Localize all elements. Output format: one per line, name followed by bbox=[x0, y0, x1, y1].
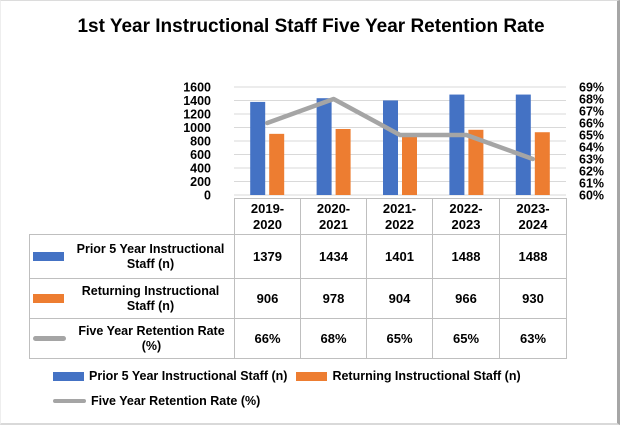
category-label: 2021-2022 bbox=[367, 199, 433, 235]
row-label-cell bbox=[30, 235, 235, 279]
retention-rate-line bbox=[267, 99, 533, 159]
value-cell: 1379 bbox=[235, 235, 301, 279]
legend-item bbox=[296, 369, 520, 383]
bar-swatch-icon bbox=[53, 372, 84, 381]
row-label bbox=[33, 284, 232, 314]
left-axis-tick-label: 1400 bbox=[183, 94, 211, 108]
left-axis-tick-label: 600 bbox=[190, 148, 211, 162]
right-axis-tick-label: 66% bbox=[579, 116, 605, 131]
value-cell: 65% bbox=[433, 319, 500, 359]
value-cell: 1434 bbox=[301, 235, 367, 279]
left-axis-tick-label: 200 bbox=[190, 175, 211, 189]
left-axis-tick-label: 1000 bbox=[183, 121, 211, 135]
row-label bbox=[33, 242, 232, 272]
table-corner-blank bbox=[30, 199, 235, 235]
category-label: 2020-2021 bbox=[301, 199, 367, 235]
bar-returning-2023-2024 bbox=[535, 132, 550, 195]
value-cell: 66% bbox=[235, 319, 301, 359]
right-axis-tick-label: 69% bbox=[579, 80, 605, 95]
right-axis-tick-label: 68% bbox=[579, 92, 605, 107]
line-swatch-icon bbox=[53, 399, 86, 404]
data-table bbox=[29, 198, 567, 359]
bar-swatch-icon bbox=[33, 252, 64, 261]
table-row bbox=[30, 235, 567, 279]
bar-returning-2019-2020 bbox=[269, 134, 284, 195]
value-cell: 1401 bbox=[367, 235, 433, 279]
bar-swatch-icon bbox=[33, 294, 64, 303]
chart-legend bbox=[53, 369, 529, 408]
row-label-text: Prior 5 Year Instructional Staff (n) bbox=[76, 241, 225, 271]
legend-item bbox=[53, 369, 287, 383]
bar-prior-2022-2023 bbox=[449, 95, 464, 195]
right-axis-tick-label: 61% bbox=[579, 176, 605, 191]
bar-returning-2020-2021 bbox=[336, 129, 351, 195]
right-axis-tick-label: 63% bbox=[579, 152, 605, 167]
combo-chart bbox=[1, 76, 620, 201]
bar-returning-2021-2022 bbox=[402, 134, 417, 195]
value-cell: 65% bbox=[367, 319, 433, 359]
row-label-cell bbox=[30, 319, 235, 359]
table-row bbox=[30, 319, 567, 359]
category-label: 2019-2020 bbox=[235, 199, 301, 235]
value-cell: 63% bbox=[500, 319, 567, 359]
category-label: 2022-2023 bbox=[433, 199, 500, 235]
bar-swatch-icon bbox=[296, 372, 327, 381]
bar-prior-2021-2022 bbox=[383, 100, 398, 195]
bar-prior-2023-2024 bbox=[516, 95, 531, 195]
row-label-cell bbox=[30, 279, 235, 319]
row-label-text: Returning Instructional Staff (n) bbox=[81, 283, 220, 313]
value-cell: 906 bbox=[235, 279, 301, 319]
right-axis-tick-label: 67% bbox=[579, 104, 605, 119]
category-label: 2023-2024 bbox=[500, 199, 567, 235]
chart-title: 1st Year Instructional Staff Five Year Retention Rate bbox=[77, 16, 545, 37]
left-axis-tick-label: 800 bbox=[190, 134, 211, 149]
right-axis-tick-label: 62% bbox=[579, 164, 605, 179]
right-axis-tick-label: 65% bbox=[579, 128, 605, 143]
legend-item bbox=[53, 394, 260, 408]
table-row bbox=[30, 279, 567, 319]
right-axis-tick-label: 64% bbox=[579, 140, 605, 155]
legend-item-label: Prior 5 Year Instructional Staff (n) bbox=[89, 369, 288, 383]
value-cell: 978 bbox=[301, 279, 367, 319]
value-cell: 1488 bbox=[433, 235, 500, 279]
bar-prior-2019-2020 bbox=[250, 102, 265, 195]
row-label bbox=[33, 324, 232, 354]
value-cell: 1488 bbox=[500, 235, 567, 279]
bar-prior-2020-2021 bbox=[317, 98, 332, 195]
legend-item-label: Returning Instructional Staff (n) bbox=[332, 369, 521, 383]
value-cell: 966 bbox=[433, 279, 500, 319]
left-axis-tick-label: 1200 bbox=[183, 107, 211, 122]
value-cell: 904 bbox=[367, 279, 433, 319]
line-swatch-icon bbox=[33, 336, 66, 341]
value-cell: 68% bbox=[301, 319, 367, 359]
category-header-row bbox=[30, 199, 567, 235]
left-axis-tick-label: 1600 bbox=[183, 80, 211, 95]
right-axis-tick-label: 60% bbox=[579, 188, 605, 201]
left-axis-tick-label: 0 bbox=[204, 188, 211, 201]
value-cell: 930 bbox=[500, 279, 567, 319]
left-axis-tick-label: 400 bbox=[190, 161, 211, 176]
legend-item-label: Five Year Retention Rate (%) bbox=[91, 394, 261, 408]
row-label-text: Five Year Retention Rate (%) bbox=[78, 323, 225, 353]
